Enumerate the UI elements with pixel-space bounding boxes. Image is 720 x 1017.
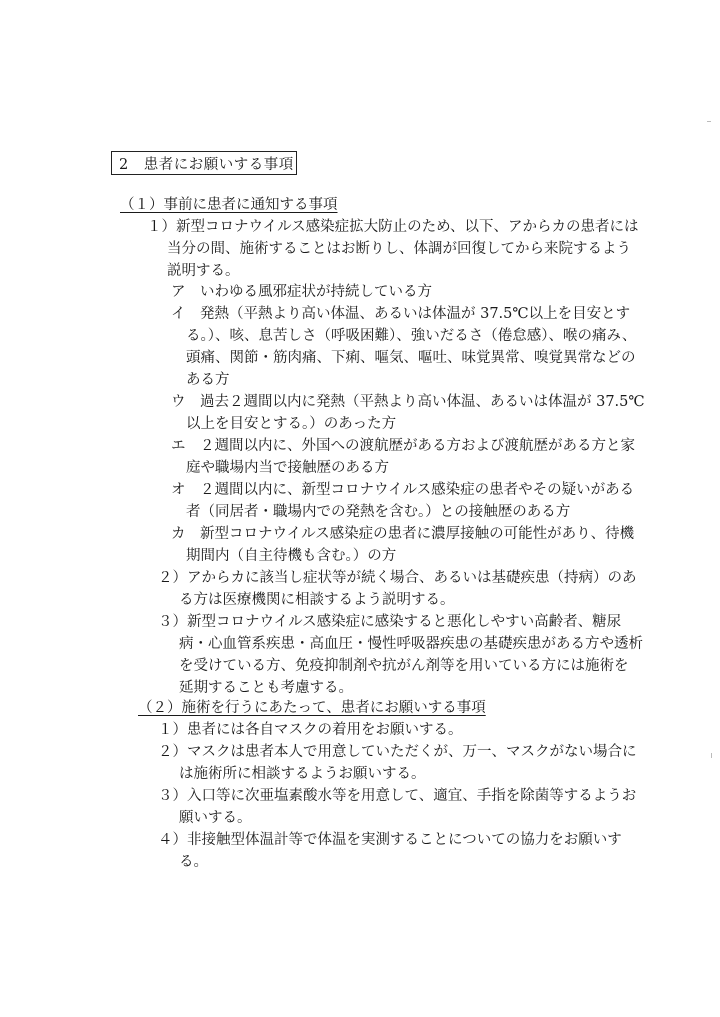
sublist-i-line: ある方 <box>186 372 230 388</box>
sub2-item-3-line: ３）入口等に次亜塩素酸水等を用意して、適宜、手指を除菌等するようお <box>158 788 637 804</box>
sublist-u-line: 以上を目安とする。）のあった方 <box>186 416 397 432</box>
subsection-1-heading: （１）事前に患者に通知する事項 <box>120 197 338 213</box>
item-1-line: 当分の間、施術することはお断りし、体調が回復してから来院するよう <box>167 241 631 257</box>
sublist-a-line: ア いわゆる風邪症状が持続している方 <box>171 284 432 300</box>
sublist-o-line: 者（同居者・職場内での発熱を含む。）との接触歴のある方 <box>186 504 571 520</box>
sub2-item-2-line: ２）マスクは患者本人で用意していただくが、万一、マスクがない場合に <box>158 744 637 760</box>
item-1-line: １）新型コロナウイルス感染症拡大防止のため、以下、アからカの患者には <box>147 219 639 235</box>
sublist-i-line: 頭痛、関節・筋肉痛、下痢、嘔気、嘔吐、味覚異常、嗅覚異常などの <box>186 350 636 366</box>
scan-mark <box>707 121 711 122</box>
item-1-line: 説明する。 <box>167 263 240 279</box>
sub2-item-4-line: ４）非接触型体温計等で体温を実測することについての協力をお願いす <box>158 832 622 848</box>
item-3-line: を受けている方、免疫抑制剤や抗がん剤等を用いている方には施術を <box>179 658 629 674</box>
sub2-item-2-line: は施術所に相談するようお願いする。 <box>179 766 426 782</box>
item-3-line: ３）新型コロナウイルス感染症に感染すると悪化しやすい高齢者、糖尿 <box>158 614 622 630</box>
subsection-2-heading: （２）施術を行うにあたって、患者にお願いする事項 <box>138 700 486 716</box>
sublist-e-line: エ ２週間以内に、外国への渡航歴がある方および渡航歴がある方と家 <box>171 438 635 454</box>
item-2-line: る方は医療機関に相談するよう説明する。 <box>179 592 455 608</box>
sublist-i-line: イ 発熱（平熱より高い体温、あるいは体温が 37.5℃以上を目安とす <box>171 306 631 322</box>
sub2-item-4-line: る。 <box>179 854 208 870</box>
item-3-line: 延期することも考慮する。 <box>179 680 353 696</box>
sublist-ka-line: 期間内（自主待機も含む。）の方 <box>186 548 397 564</box>
section-title <box>111 151 297 175</box>
sublist-u-line: ウ 過去２週間以内に発熱（平熱より高い体温、あるいは体温が 37.5℃ <box>171 394 645 410</box>
sub2-item-3-line: 願いする。 <box>179 810 252 826</box>
sublist-e-line: 庭や職場内当で接触歴のある方 <box>186 460 389 476</box>
sub2-item-1-line: １）患者には各自マスクの着用をお願いする。 <box>158 722 463 738</box>
sublist-ka-line: カ 新型コロナウイルス感染症の患者に濃厚接触の可能性があり、待機 <box>171 526 635 542</box>
sublist-o-line: オ ２週間以内に、新型コロナウイルス感染症の患者やその疑いがある <box>171 482 635 498</box>
item-3-line: 病・心血管系疾患・高血圧・慢性呼吸器疾患の基礎疾患がある方や透析 <box>179 636 643 652</box>
scan-mark <box>711 753 712 758</box>
sublist-i-line: る。）、咳、息苦しさ（呼吸困難）、強いだるさ（倦怠感）、喉の痛み、 <box>186 328 637 344</box>
section-title-text: 2 患者にお願いする事項 <box>119 156 294 173</box>
item-2-line: ２）アからカに該当し症状等が続く場合、あるいは基礎疾患（持病）のあ <box>158 570 637 586</box>
